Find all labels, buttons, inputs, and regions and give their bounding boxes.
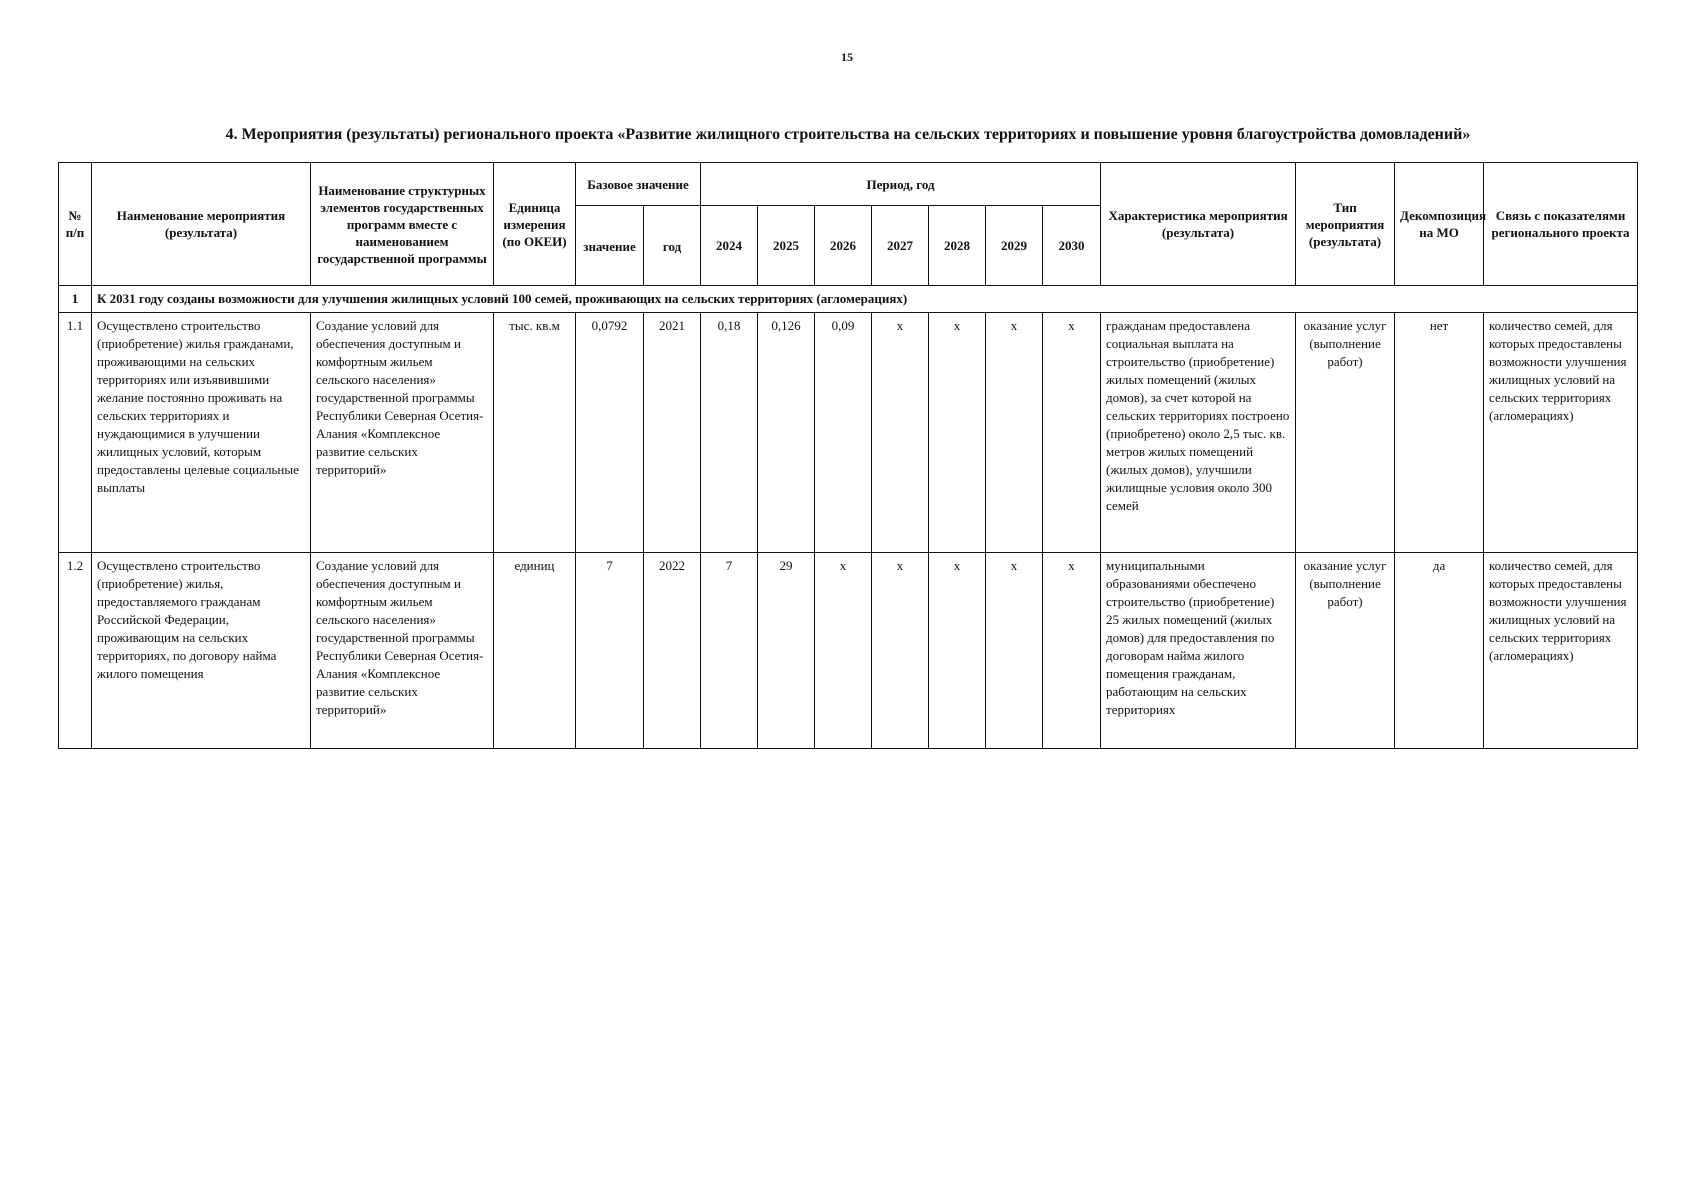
section-text: К 2031 году созданы возможности для улучшения жилищных условий 100 семей, проживающих на сельских территориях (агломерациях): [92, 286, 1638, 313]
header-base-value: значение: [576, 206, 644, 286]
row-characteristic: муниципальными образованиями обеспечено строительство (приобретение) 25 жилых помещений (жилых домов) для предоставления по договорам найма жилого помещения гражданам, работающим на сельских территориях: [1101, 553, 1296, 749]
row-base-year: 2022: [644, 553, 701, 749]
row-num: 1.2: [59, 553, 92, 749]
row-year-value: х: [929, 553, 986, 749]
row-base-value: 0,0792: [576, 313, 644, 553]
row-year-value: 7: [701, 553, 758, 749]
header-type: Тип мероприятия (результата): [1296, 163, 1395, 286]
header-year: 2026: [815, 206, 872, 286]
table-row: [59, 553, 1638, 749]
row-year-value: х: [1043, 313, 1101, 553]
row-year-value: х: [986, 313, 1043, 553]
row-type: оказание услуг (выполнение работ): [1296, 553, 1395, 749]
header-base: Базовое значение: [576, 163, 701, 206]
row-structural: Создание условий для обеспечения доступным и комфортным жильем сельского населения» государственной программы Республики Северная Осетия-Алания «Комплексное развитие сельских территорий»: [311, 313, 494, 553]
document-title: 4. Мероприятия (результаты) регионального проекта «Развитие жилищного строительства на сельских территориях и повышение уровня благоустройства домовладений»: [225, 126, 1471, 143]
header-row-1: [59, 163, 1638, 206]
row-year-value: х: [815, 553, 872, 749]
header-name: Наименование мероприятия (результата): [92, 163, 311, 286]
header-year: 2030: [1043, 206, 1101, 286]
header-year: 2024: [701, 206, 758, 286]
row-year-value: 0,18: [701, 313, 758, 553]
row-type: оказание услуг (выполнение работ): [1296, 313, 1395, 553]
header-year: 2027: [872, 206, 929, 286]
row-year-value: 0,126: [758, 313, 815, 553]
measures-table: [58, 162, 1638, 749]
row-year-value: х: [872, 553, 929, 749]
row-characteristic: гражданам предоставлена социальная выплата на строительство (приобретение) жилых помещений (жилых домов), за счет которой на сельских территориях построено (приобретено) около 2,5 тыс. кв. метров жилых помещений (жилых домов), улучшили жилищные условия около 300 семей: [1101, 313, 1296, 553]
header-unit: Единица измерения (по ОКЕИ): [494, 163, 576, 286]
header-num: № п/п: [59, 163, 92, 286]
row-link: количество семей, для которых предоставлены возможности улучшения жилищных условий на сельских территориях (агломерациях): [1484, 553, 1638, 749]
row-num: 1.1: [59, 313, 92, 553]
header-base-year: год: [644, 206, 701, 286]
row-unit: тыс. кв.м: [494, 313, 576, 553]
header-year: 2028: [929, 206, 986, 286]
header-year: 2029: [986, 206, 1043, 286]
row-base-year: 2021: [644, 313, 701, 553]
header-structural: Наименование структурных элементов государственных программ вместе с наименованием государственной программы: [311, 163, 494, 286]
row-decomposition: нет: [1395, 313, 1484, 553]
section-num: 1: [59, 286, 92, 313]
row-base-value: 7: [576, 553, 644, 749]
header-link: Связь с показателями регионального проекта: [1484, 163, 1638, 286]
row-decomposition: да: [1395, 553, 1484, 749]
header-characteristic: Характеристика мероприятия (результата): [1101, 163, 1296, 286]
row-name: Осуществлено строительство (приобретение) жилья гражданами, проживающими на сельских территориях или изъявившими желание постоянно проживать на сельских территориях и нуждающимися в улучшении жилищных условий, которым предоставлены целевые социальные выплаты: [92, 313, 311, 553]
row-year-value: х: [1043, 553, 1101, 749]
header-period: Период, год: [701, 163, 1101, 206]
row-year-value: х: [986, 553, 1043, 749]
row-year-value: х: [872, 313, 929, 553]
table-row: [59, 313, 1638, 553]
row-unit: единиц: [494, 553, 576, 749]
header-decomposition: Декомпозиция на МО: [1395, 163, 1484, 286]
row-structural: Создание условий для обеспечения доступным и комфортным жильем сельского населения» государственной программы Республики Северная Осетия-Алания «Комплексное развитие сельских территорий»: [311, 553, 494, 749]
page-number: 15: [841, 50, 853, 64]
section-row: [59, 286, 1638, 313]
header-year: 2025: [758, 206, 815, 286]
row-year-value: 0,09: [815, 313, 872, 553]
row-year-value: 29: [758, 553, 815, 749]
row-name: Осуществлено строительство (приобретение) жилья, предоставляемого гражданам Российской Федерации, проживающим на сельских территориях, по договору найма жилого помещения: [92, 553, 311, 749]
row-year-value: х: [929, 313, 986, 553]
row-link: количество семей, для которых предоставлены возможности улучшения жилищных условий на сельских территориях (агломерациях): [1484, 313, 1638, 553]
